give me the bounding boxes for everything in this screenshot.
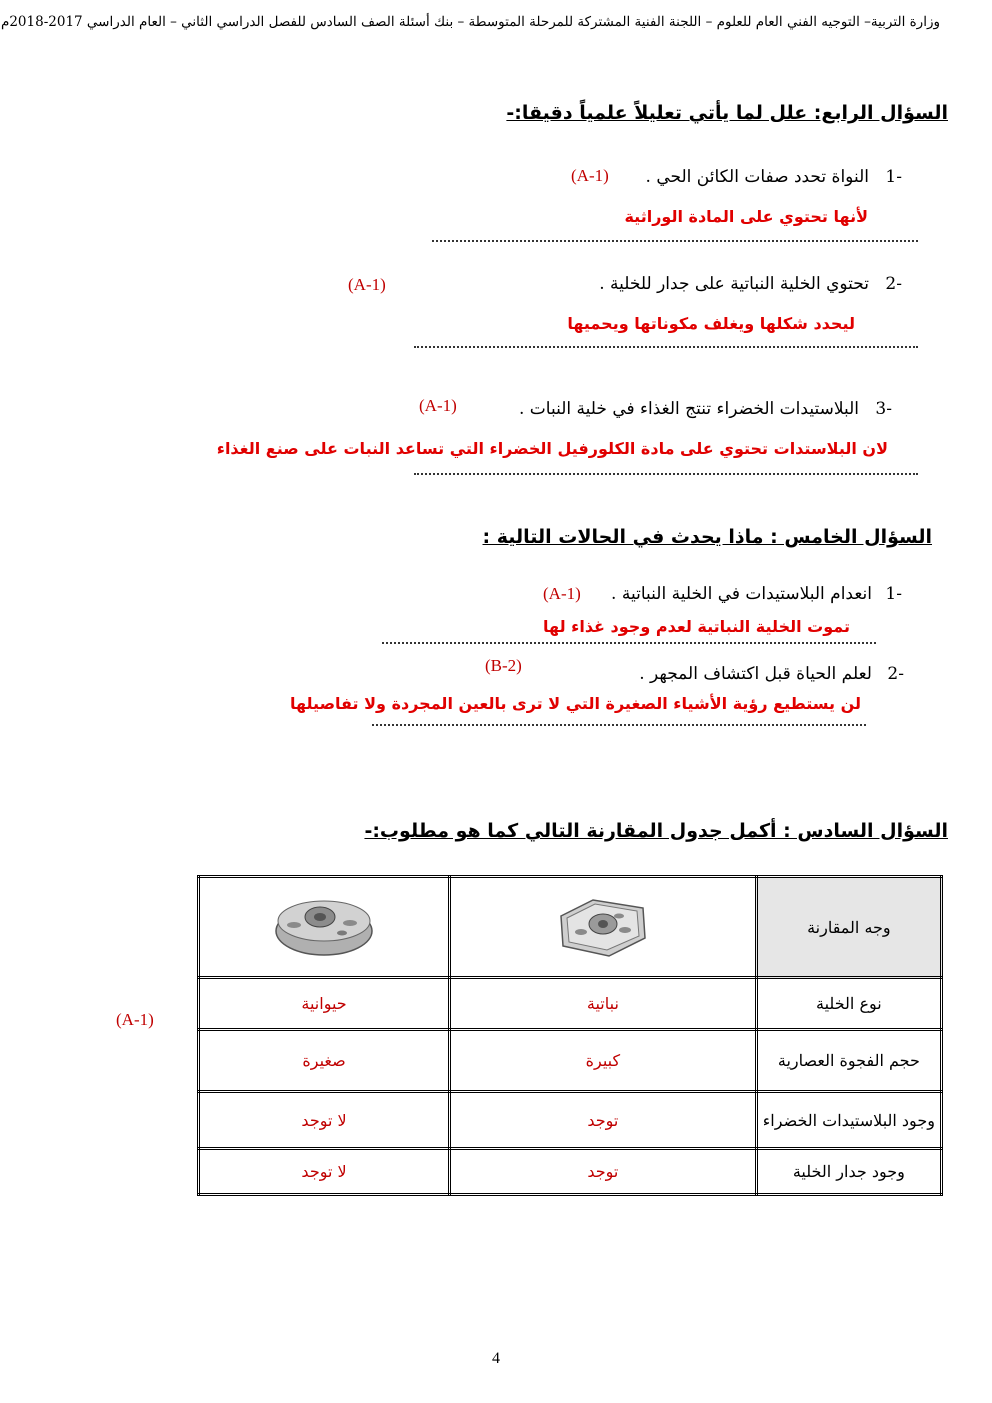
q4-item-2-answer: ليحدد شكلها ويغلف مكوناتها ويحميها — [567, 314, 855, 333]
comparison-table — [197, 875, 943, 1196]
q5-item-1-text: انعدام البلاستيدات في الخلية النباتية . — [611, 584, 872, 604]
table-header-label: وجه المقارنة — [756, 877, 941, 978]
row-label: وجود البلاستيدات الخضراء — [756, 1092, 941, 1149]
q5-item-1-answer: تموت الخلية النباتية لعدم وجود غذاء لها — [543, 617, 850, 636]
plant-cell-image-cell — [450, 877, 757, 978]
animal-cell-image-cell — [199, 877, 450, 978]
q4-item-2-number: -2 — [885, 274, 902, 294]
q5-item-2-number: -2 — [887, 664, 904, 684]
row-label: نوع الخلية — [756, 978, 941, 1030]
q4-item-2-ref: (A-1) — [348, 275, 386, 294]
animal-value: لا توجد — [199, 1092, 450, 1149]
q4-item-3-number: -3 — [875, 399, 892, 419]
q5-item-2-ref: (B-2) — [485, 656, 522, 675]
q5-item-2-answer: لن يستطيع رؤية الأشياء الصغيرة التي لا ترى بالعين المجردة ولا تفاصيلها — [289, 694, 861, 713]
answer-line — [414, 473, 918, 475]
page-header: وزارة التربية– التوجيه الفني العام للعلوم – اللجنة الفنية المشتركة للمرحلة المتوسطة – بنك أسئلة الصف السادس للفصل الدراسي الثاني – العام الدراسي 2017-2018م — [0, 14, 940, 30]
answer-line — [382, 642, 876, 644]
row-label: حجم الفجوة العصارية — [756, 1030, 941, 1092]
row-label: وجود جدار الخلية — [756, 1149, 941, 1195]
answer-line — [432, 240, 918, 242]
animal-value: صغيرة — [199, 1030, 450, 1092]
q4-item-3-ref: (A-1) — [419, 396, 457, 415]
q4-item-3-text: البلاستيدات الخضراء تنتج الغذاء في خلية النبات . — [518, 399, 859, 419]
q4-item-2-text: تحتوي الخلية النباتية على جدار للخلية . — [599, 274, 869, 294]
page-number: 4 — [492, 1350, 500, 1367]
plant-value: توجد — [450, 1149, 757, 1195]
animal-value: لا توجد — [199, 1149, 450, 1195]
plant-cell-image — [557, 894, 649, 960]
q4-item-1-text: النواة تحدد صفات الكائن الحي . — [645, 167, 869, 187]
plant-value: توجد — [450, 1092, 757, 1149]
plant-value: نباتية — [450, 978, 757, 1030]
answer-line — [414, 346, 918, 348]
animal-value: حيوانية — [199, 978, 450, 1030]
q4-item-1-ref: (A-1) — [571, 166, 609, 185]
q4-item-1-number: -1 — [885, 167, 902, 187]
q4-item-3-answer: لان البلاستدات تحتوي على مادة الكلورفيل الخضراء التي تساعد النبات على صنع الغذاء — [216, 439, 888, 458]
q4-item-1-answer: لأنها تحتوي على المادة الوراثية — [624, 207, 868, 226]
plant-value: كبيرة — [450, 1030, 757, 1092]
q4-title: السؤال الرابع: علل لما يأتي تعليلاً علمياً دقيقا:- — [506, 102, 948, 124]
q5-item-1-ref: (A-1) — [543, 584, 581, 603]
q6-ref: (A-1) — [116, 1010, 154, 1029]
q6-title: السؤال السادس : أكمل جدول المقارنة التالي كما هو مطلوب:- — [364, 820, 948, 842]
q5-item-2-text: لعلم الحياة قبل اكتشاف المجهر . — [639, 664, 872, 684]
answer-line — [372, 724, 866, 726]
animal-cell-image — [272, 895, 376, 959]
q5-item-1-number: -1 — [885, 584, 902, 604]
q5-title: السؤال الخامس : ماذا يحدث في الحالات التالية : — [482, 526, 932, 548]
